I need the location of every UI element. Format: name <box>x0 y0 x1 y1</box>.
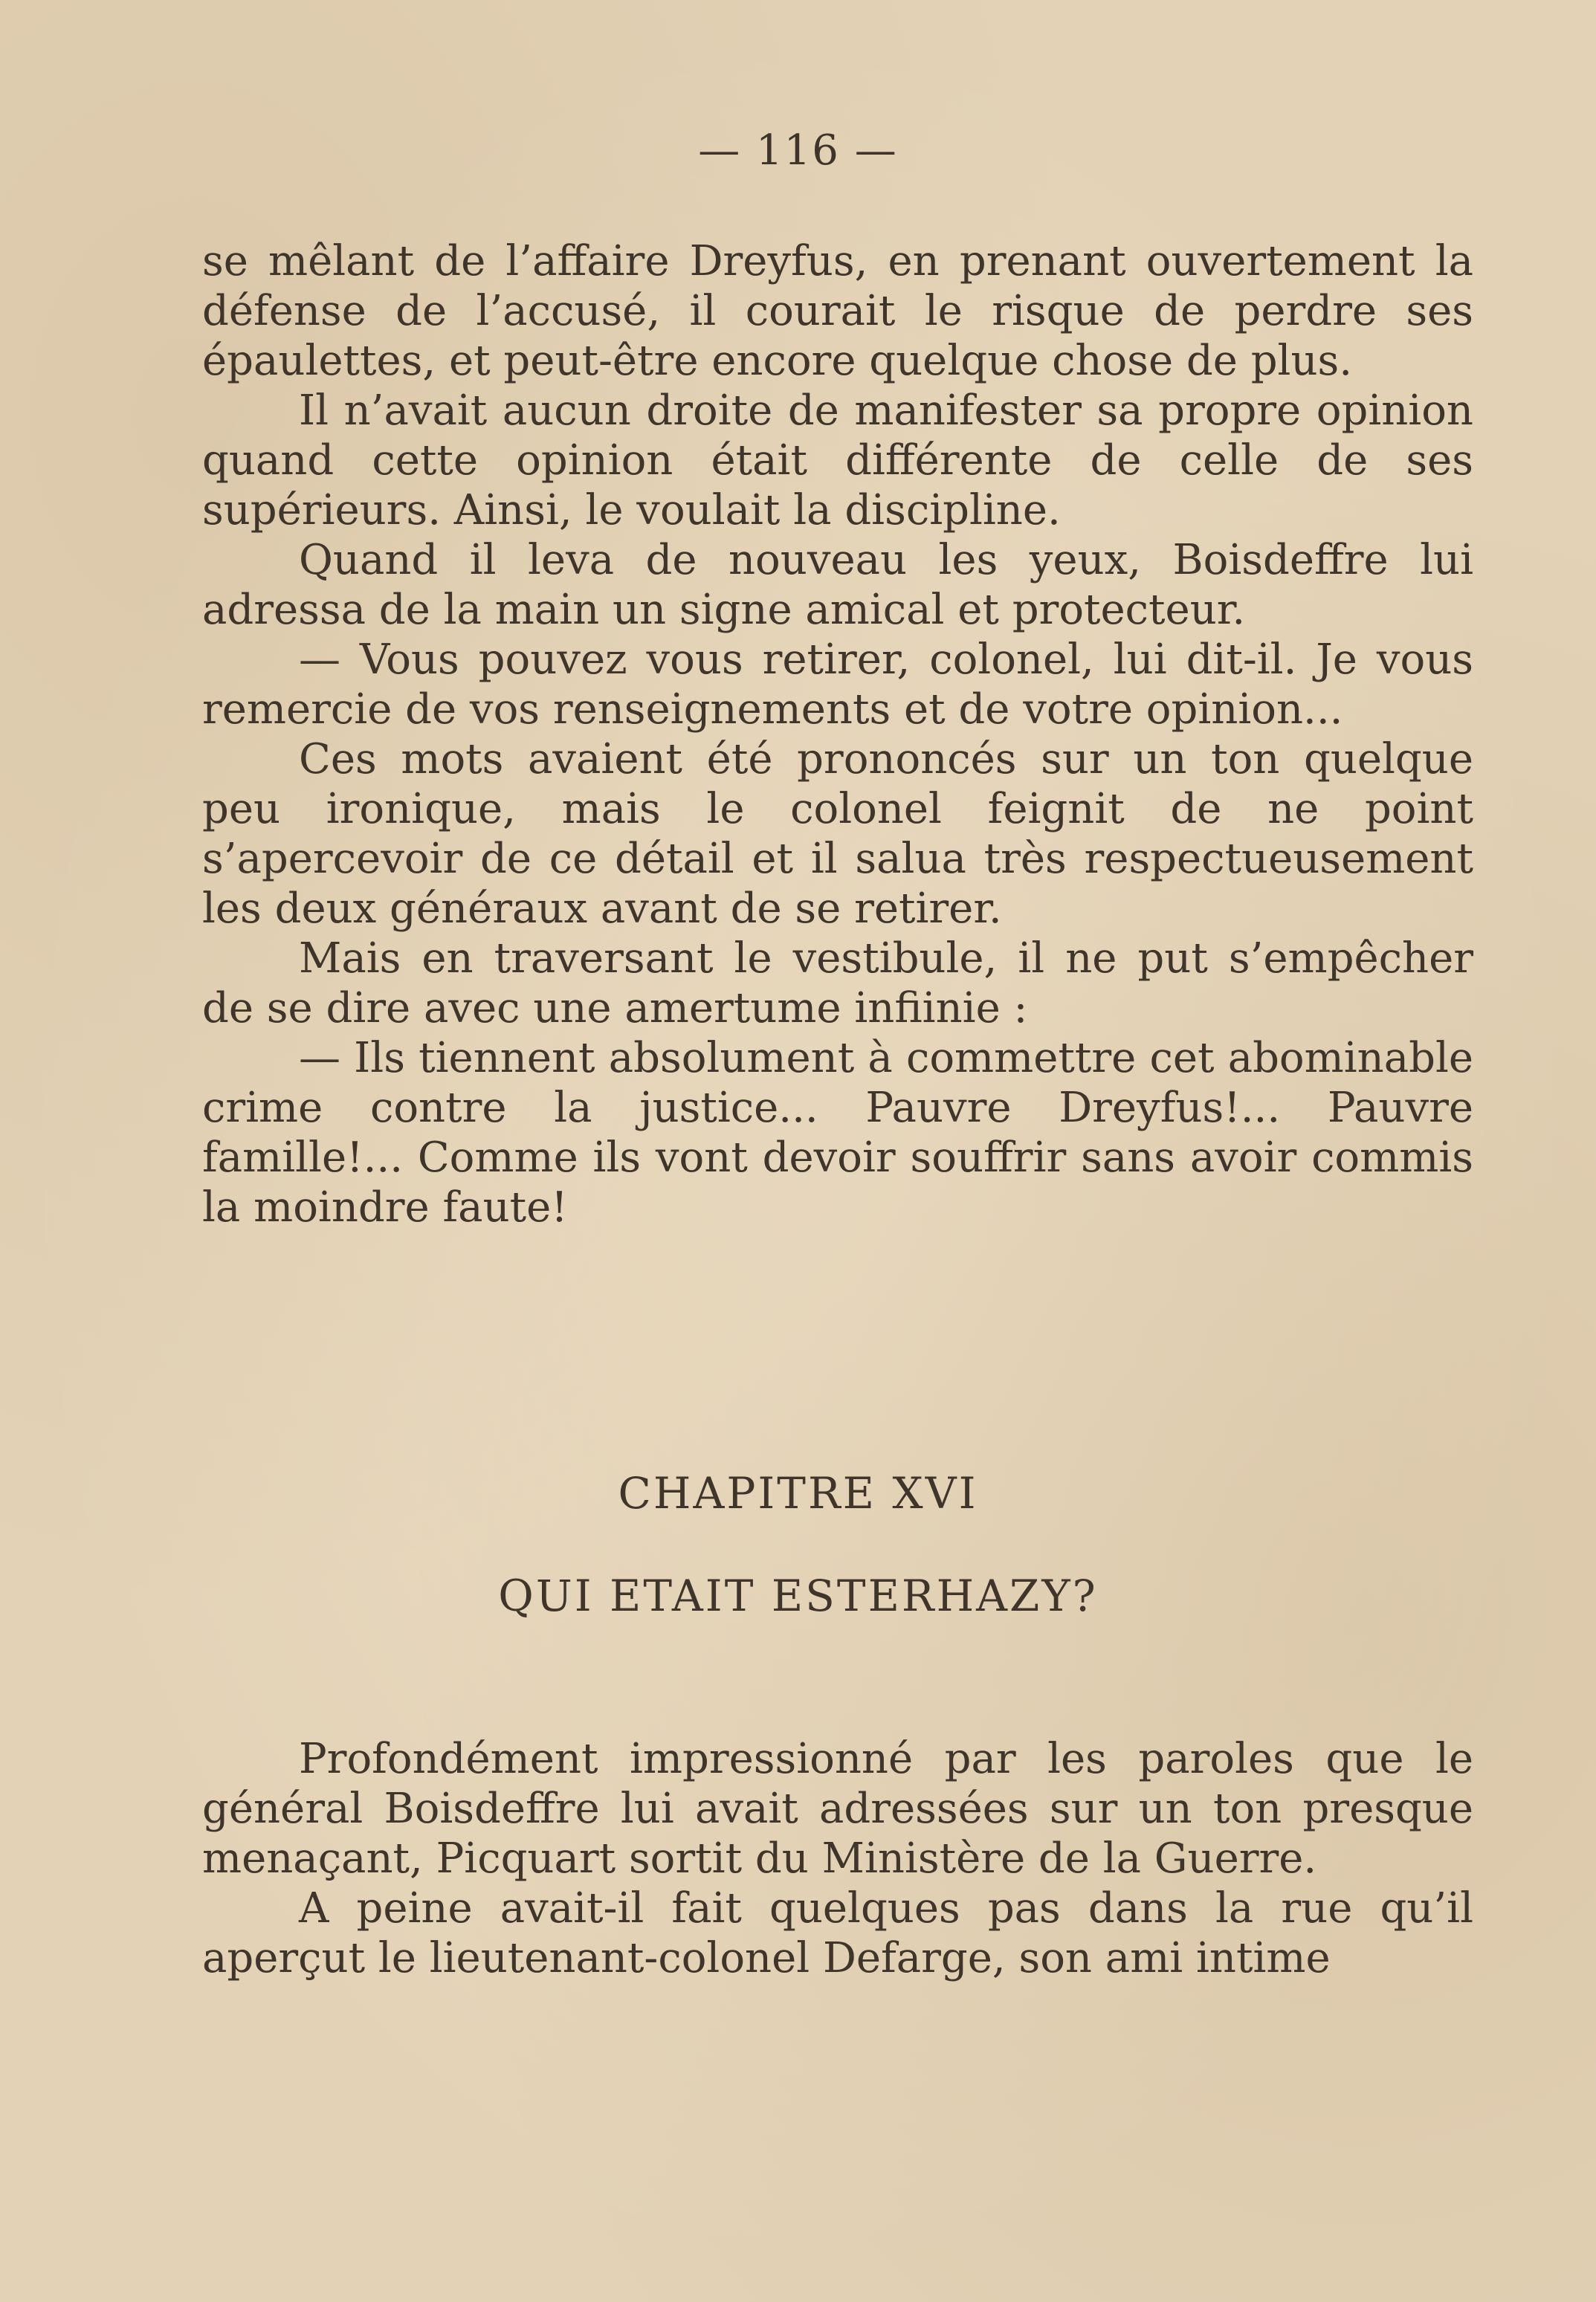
paragraph: — Vous pouvez vous retirer, colonel, lui dit-il. Je vous remercie de vos renseignements et de votre opinion... <box>202 636 1473 734</box>
paragraph: — Ils tiennent absolument à commettre cet abominable crime contre la justice... Pauvre Dreyfus!... Pauvre famille!... Comme ils vont devoir souffrir sans avoir commis la moindre faute! <box>202 1034 1473 1232</box>
paragraph: Mais en traversant le vestibule, il ne put s’empêcher de se dire avec une amertume infiinie : <box>202 934 1473 1032</box>
page-number: — 116 — <box>698 126 898 175</box>
body-text-lower <box>202 1734 1473 1983</box>
paragraph: A peine avait-il fait quelques pas dans la rue qu’il aperçut le lieutenant-colonel Defarge, son ami intime <box>202 1884 1473 1982</box>
paragraph: Quand il leva de nouveau les yeux, Boisdeffre lui adressa de la main un signe amical et protecteur. <box>202 536 1473 634</box>
chapter-subtitle: QUI ETAIT ESTERHAZY? <box>498 1571 1098 1621</box>
chapter-title: CHAPITRE XVI <box>618 1468 978 1519</box>
paragraph: Il n’avait aucun droite de manifester sa propre opinion quand cette opinion était différente de celle de ses supérieurs. Ainsi, le voulait la discipline. <box>202 387 1473 534</box>
paragraph: se mêlant de l’affaire Dreyfus, en prenant ouvertement la défense de l’accusé, il courait le risque de perdre ses épaulettes, et peut-être encore quelque chose de plus. <box>202 237 1473 385</box>
paragraph: Profondément impressionné par les paroles que le général Boisdeffre lui avait adressées sur un ton presque menaçant, Picquart sortit du Ministère de la Guerre. <box>202 1735 1473 1883</box>
paragraph: Ces mots avaient été prononcés sur un ton quelque peu ironique, mais le colonel feignit de ne point s’apercevoir de ce détail et il salua très respectueusement les deux généraux avant de se retirer. <box>202 735 1473 933</box>
body-text-upper <box>202 236 1473 1232</box>
